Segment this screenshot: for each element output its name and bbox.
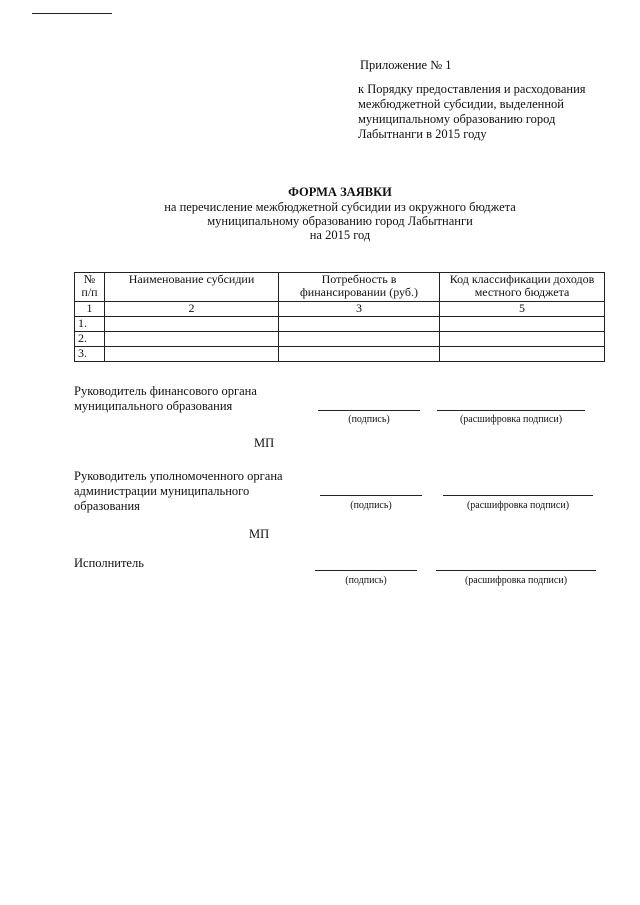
table-row (75, 347, 605, 362)
table-cell (105, 332, 279, 347)
header-income-code: Код классификации доходов местного бюджета (440, 273, 605, 302)
appendix-text: к Порядку предоставления и расходования межбюджетной субсидии, выделенной муниципальному образованию город Лабытнанги в 2015 году (358, 82, 586, 141)
table-cell (279, 332, 440, 347)
stamp-mark: МП (249, 527, 270, 541)
decoding-line (437, 410, 585, 411)
form-subtitle (130, 200, 550, 242)
application-table (74, 272, 605, 362)
header-financing-need: Потребность в финансировании (руб.) (279, 273, 440, 302)
decoding-line (443, 495, 593, 496)
table-cell: 3 (279, 302, 440, 317)
table-cell (440, 317, 605, 332)
signature-caption: (подпись) (350, 500, 392, 511)
table-cell (440, 332, 605, 347)
table-cell (440, 347, 605, 362)
table-cell (279, 347, 440, 362)
header-number: № п/п (75, 273, 105, 302)
top-rule (32, 13, 112, 14)
form-title: ФОРМА ЗАЯВКИ (288, 185, 392, 199)
finance-head-label: Руководитель финансового органа муниципального образования (74, 384, 257, 413)
table-row (75, 317, 605, 332)
authorized-head-label: Руководитель уполномоченного органа администрации муниципального образования (74, 469, 283, 513)
table-row (75, 332, 605, 347)
stamp-mark: МП (254, 436, 275, 450)
table-cell (105, 317, 279, 332)
signature-line (315, 570, 417, 571)
table-numbering-row (75, 302, 605, 317)
signature-line (320, 495, 422, 496)
form-subtitle-line: на 2015 год (309, 228, 371, 242)
table-cell (105, 347, 279, 362)
signature-caption: (подпись) (345, 575, 387, 586)
appendix-title: Приложение № 1 (360, 58, 452, 72)
form-subtitle-line: на перечисление межбюджетной субсидии из окружного бюджета (164, 200, 516, 214)
table-cell: 1 (75, 302, 105, 317)
form-subtitle-line: муниципальному образованию город Лабытнанги (207, 214, 473, 228)
table-cell: 2 (105, 302, 279, 317)
signature-caption: (подпись) (348, 414, 390, 425)
table-cell: 5 (440, 302, 605, 317)
decoding-line (436, 570, 596, 571)
executor-label: Исполнитель (74, 556, 144, 570)
header-subsidy-name: Наименование субсидии (105, 273, 279, 302)
decoding-caption: (расшифровка подписи) (464, 575, 568, 586)
table-header-row (75, 273, 605, 302)
appendix-block (358, 58, 618, 142)
table-cell (279, 317, 440, 332)
decoding-caption: (расшифровка подписи) (466, 500, 570, 511)
table-cell: 1. (75, 317, 105, 332)
signature-line (318, 410, 420, 411)
decoding-caption: (расшифровка подписи) (459, 414, 563, 425)
table-cell: 3. (75, 347, 105, 362)
table-cell: 2. (75, 332, 105, 347)
